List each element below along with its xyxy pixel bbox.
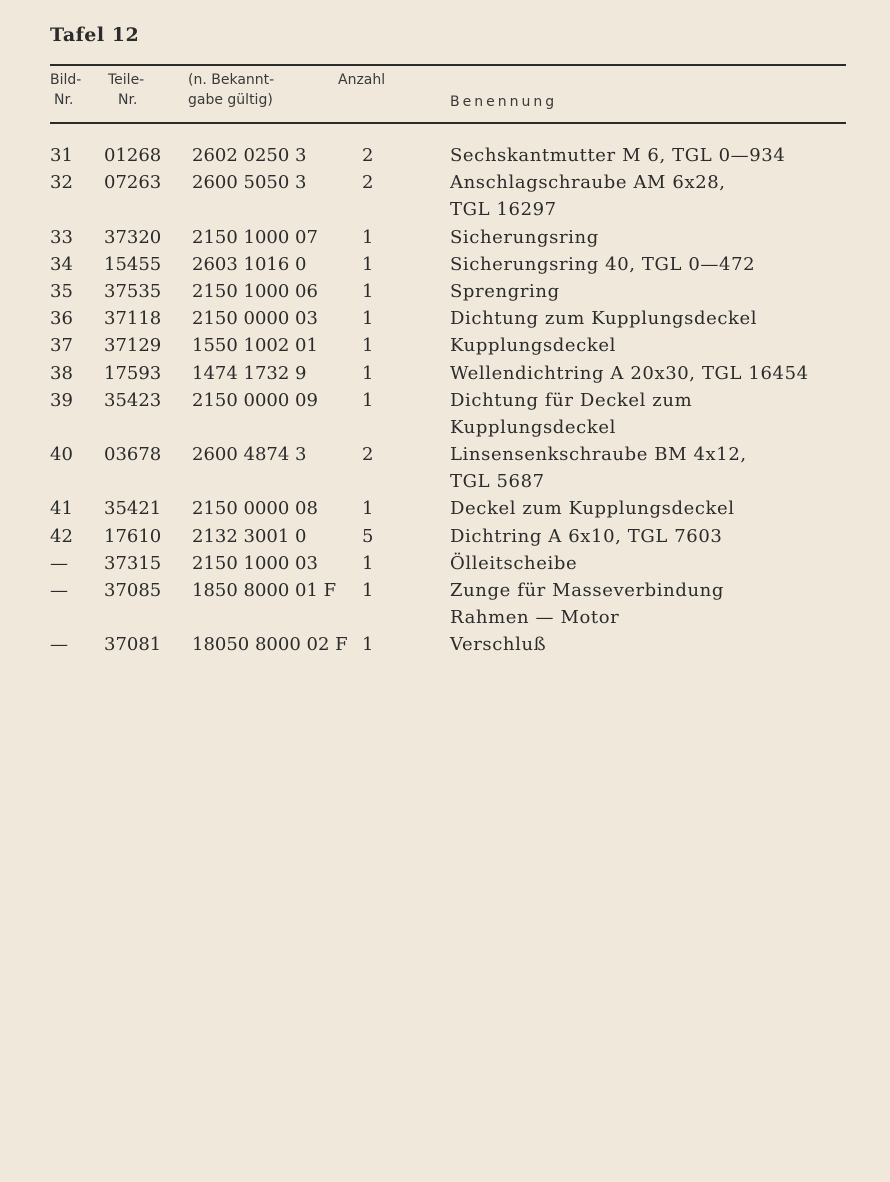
header-bild-line2: Nr. (54, 92, 74, 108)
cell-anzahl: 1 (362, 389, 374, 411)
cell-bekanntgabe: 2150 1000 06 (192, 280, 318, 302)
cell-bekanntgabe: 2150 0000 08 (192, 498, 318, 520)
cell-teile: 37081 (104, 634, 162, 656)
cell-benennung (450, 305, 757, 332)
benennung-line: Dichtring A 6x10, TGL 7603 (450, 525, 723, 547)
benennung-line: Sicherungsring 40, TGL 0—472 (450, 253, 756, 275)
table-row (0, 495, 890, 522)
header-teile (108, 70, 144, 110)
benennung-line: Wellendichtring A 20x30, TGL 16454 (450, 362, 809, 384)
benennung-line: Linsensenkschraube BM 4x12, (450, 444, 747, 466)
cell-teile: 37118 (104, 308, 162, 330)
header-top-rule (50, 64, 846, 66)
cell-teile: 37129 (104, 335, 162, 357)
cell-bild: — (50, 634, 68, 656)
cell-teile: 07263 (104, 172, 162, 194)
cell-teile: 15455 (104, 253, 162, 275)
cell-bekanntgabe: 18050 8000 02 F (192, 634, 348, 656)
table-row (0, 387, 890, 441)
benennung-line: TGL 5687 (450, 471, 545, 493)
cell-bild: 37 (50, 335, 73, 357)
cell-benennung (450, 251, 755, 278)
cell-benennung (450, 169, 726, 223)
cell-anzahl: 1 (362, 552, 374, 574)
cell-bild: — (50, 552, 68, 574)
benennung-line: Verschluß (450, 634, 547, 656)
cell-teile: 37085 (104, 580, 162, 602)
benennung-line: Ölleitscheibe (450, 552, 578, 574)
cell-bekanntgabe: 2600 4874 3 (192, 444, 307, 466)
header-teile-line2: Nr. (118, 92, 138, 108)
cell-benennung (450, 142, 785, 169)
cell-bekanntgabe: 2602 0250 3 (192, 145, 307, 166)
cell-benennung (450, 360, 809, 387)
parts-table (0, 142, 890, 659)
header-bild (50, 70, 81, 110)
benennung-line: Dichtung für Deckel zum (450, 389, 693, 411)
cell-bild: 38 (50, 362, 73, 384)
table-row (0, 441, 890, 495)
cell-anzahl: 1 (362, 226, 374, 248)
table-row (0, 278, 890, 305)
cell-bekanntgabe: 2150 1000 07 (192, 226, 318, 248)
cell-bekanntgabe: 2603 1016 0 (192, 253, 307, 275)
cell-bekanntgabe: 1474 1732 9 (192, 362, 307, 384)
cell-bekanntgabe: 2600 5050 3 (192, 172, 307, 194)
cell-anzahl: 5 (362, 525, 374, 547)
cell-teile: 37315 (104, 552, 162, 574)
cell-anzahl: 1 (362, 498, 374, 520)
benennung-line: Deckel zum Kupplungsdeckel (450, 498, 735, 520)
table-row (0, 305, 890, 332)
page-title: Tafel 12 (50, 24, 140, 46)
cell-bild: 32 (50, 172, 73, 194)
cell-benennung (450, 332, 616, 359)
header-bottom-rule (50, 122, 846, 124)
table-row (0, 523, 890, 550)
table-row (0, 332, 890, 359)
benennung-line: Sprengring (450, 280, 560, 302)
cell-bild: 36 (50, 308, 73, 330)
table-row (0, 142, 890, 169)
cell-benennung (450, 387, 692, 441)
table-row (0, 169, 890, 223)
cell-anzahl: 2 (362, 172, 374, 194)
header-bild-line1: Bild- (50, 72, 82, 88)
cell-anzahl: 1 (362, 308, 374, 330)
cell-benennung (450, 577, 724, 631)
cell-teile: 01268 (104, 145, 162, 166)
table-row (0, 577, 890, 631)
table-row (0, 251, 890, 278)
cell-bekanntgabe: 2150 0000 03 (192, 308, 318, 330)
cell-bild: 34 (50, 253, 73, 275)
benennung-line: Rahmen — Motor (450, 607, 620, 629)
cell-bild: — (50, 580, 68, 602)
benennung-line: Kupplungsdeckel (450, 416, 616, 438)
benennung-line: TGL 16297 (450, 199, 557, 221)
cell-anzahl: 2 (362, 444, 374, 466)
benennung-line: Sicherungsring (450, 226, 599, 248)
cell-benennung (450, 523, 722, 550)
cell-teile: 17610 (104, 525, 162, 547)
table-row (0, 550, 890, 577)
cell-bild: 33 (50, 226, 73, 248)
cell-anzahl: 1 (362, 253, 374, 275)
cell-anzahl: 1 (362, 362, 374, 384)
header-teile-line1: Teile- (108, 72, 145, 88)
table-row (0, 631, 890, 658)
cell-bild: 42 (50, 525, 73, 547)
cell-bild: 41 (50, 498, 73, 520)
cell-teile: 37535 (104, 280, 162, 302)
cell-anzahl: 1 (362, 335, 374, 357)
cell-benennung (450, 441, 747, 495)
benennung-line: Kupplungsdeckel (450, 335, 616, 357)
cell-teile: 17593 (104, 362, 162, 384)
cell-bild: 40 (50, 444, 73, 466)
cell-anzahl: 1 (362, 634, 374, 656)
cell-teile: 35423 (104, 389, 162, 411)
cell-bekanntgabe: 1550 1002 01 (192, 335, 318, 357)
cell-anzahl: 1 (362, 580, 374, 602)
cell-bekanntgabe: 2150 1000 03 (192, 552, 318, 574)
table-row (0, 360, 890, 387)
header-bekanntgabe (188, 70, 274, 110)
cell-bekanntgabe: 1850 8000 01 F (192, 580, 337, 602)
header-bek-line2: gabe gültig) (188, 92, 273, 108)
header-benennung: Benennung (450, 94, 558, 110)
cell-benennung (450, 550, 577, 577)
cell-bild: 35 (50, 280, 73, 302)
cell-benennung (450, 631, 546, 658)
cell-anzahl: 2 (362, 145, 374, 166)
cell-bekanntgabe: 2150 0000 09 (192, 389, 318, 411)
header-anzahl: Anzahl (338, 72, 386, 88)
cell-teile: 35421 (104, 498, 162, 520)
benennung-line: Sechskantmutter M 6, TGL 0—934 (450, 145, 786, 166)
cell-anzahl: 1 (362, 280, 374, 302)
benennung-line: Anschlagschraube AM 6x28, (450, 172, 726, 194)
header-bek-line1: (n. Bekannt- (188, 72, 275, 88)
cell-bild: 31 (50, 145, 73, 166)
table-row (0, 224, 890, 251)
cell-bekanntgabe: 2132 3001 0 (192, 525, 307, 547)
cell-benennung (450, 224, 599, 251)
cell-benennung (450, 278, 560, 305)
cell-bild: 39 (50, 389, 73, 411)
cell-teile: 37320 (104, 226, 162, 248)
cell-teile: 03678 (104, 444, 162, 466)
cell-benennung (450, 495, 735, 522)
benennung-line: Zunge für Masseverbindung (450, 580, 724, 602)
benennung-line: Dichtung zum Kupplungsdeckel (450, 308, 758, 330)
